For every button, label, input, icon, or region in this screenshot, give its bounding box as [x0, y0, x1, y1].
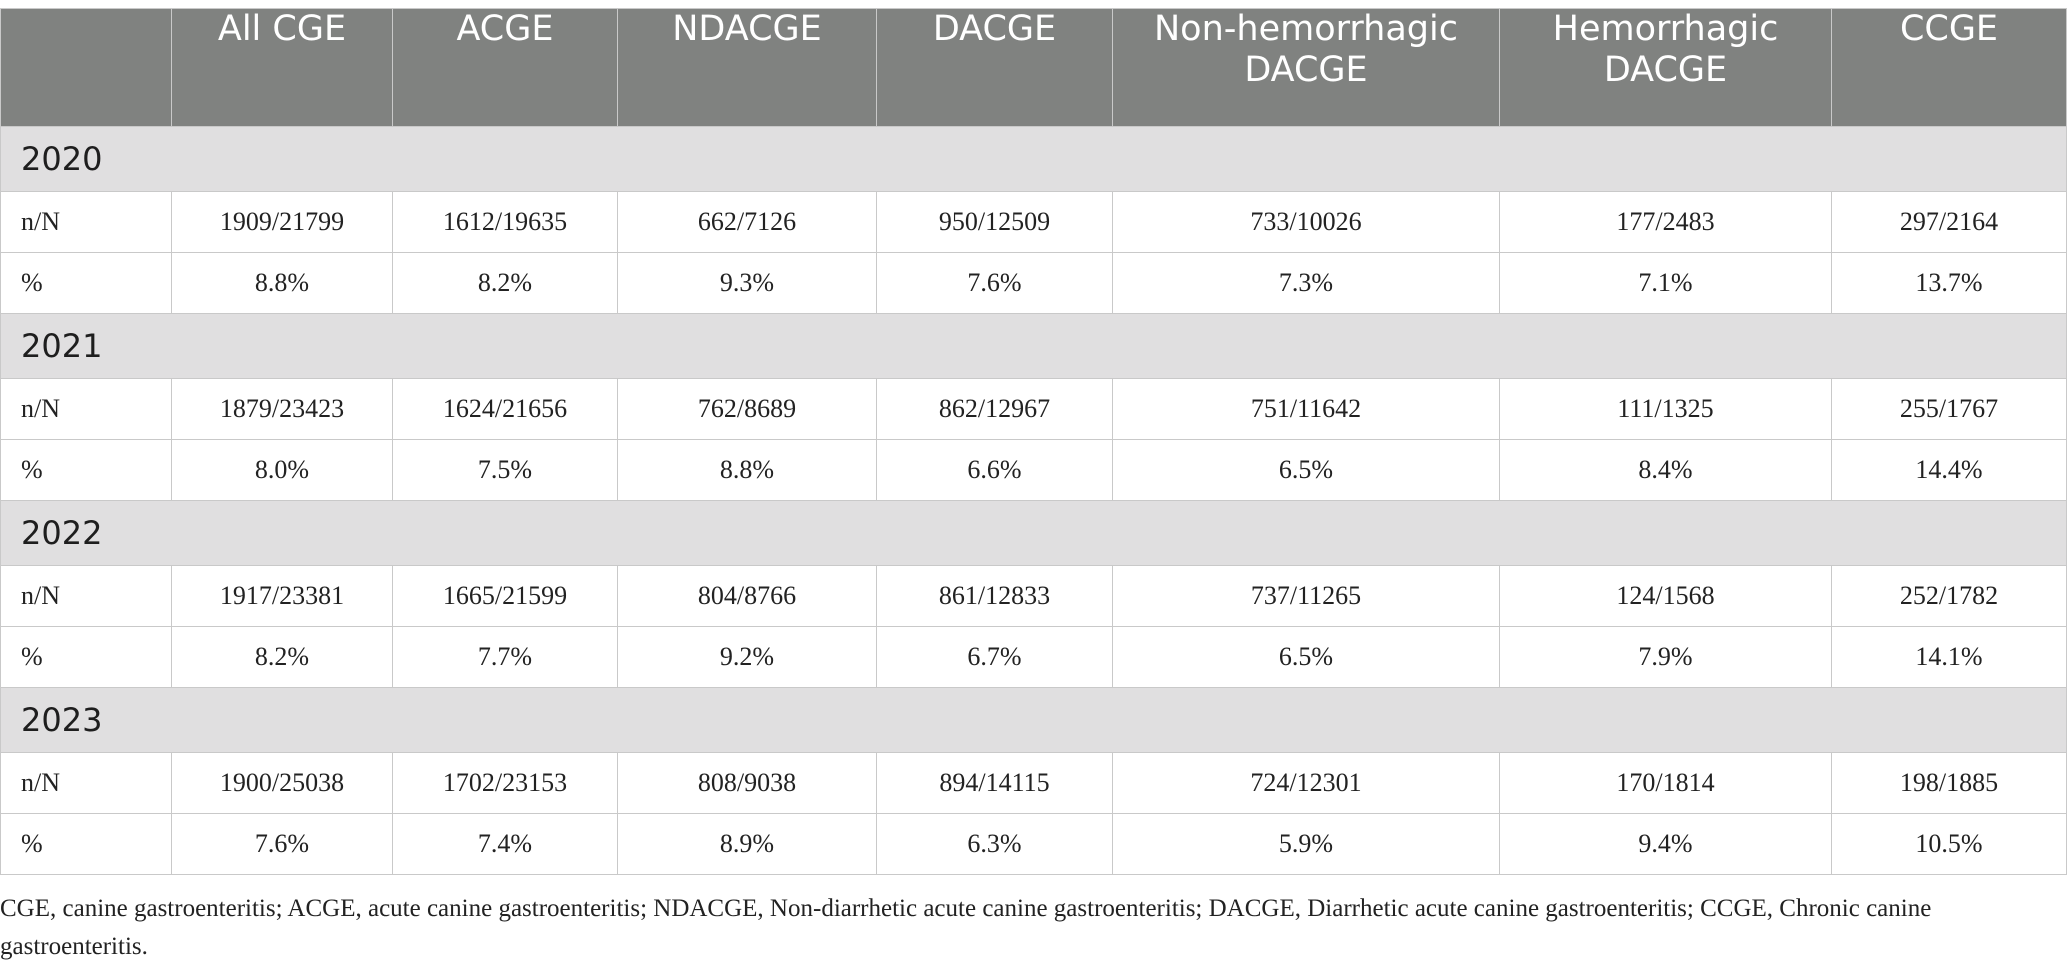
table-cell: 13.7%: [1832, 253, 2067, 314]
table-cell: 894/14115: [877, 753, 1113, 814]
column-header-all-cge: All CGE: [172, 9, 393, 127]
table-cell: 804/8766: [618, 566, 877, 627]
table-row: [1, 814, 2067, 875]
header-line: Hemorrhagic: [1552, 9, 1779, 49]
table-body: [1, 127, 2067, 875]
year-group-row: [1, 127, 2067, 192]
header-row: [1, 9, 2067, 127]
row-label: %: [1, 627, 172, 688]
table-cell: 6.6%: [877, 440, 1113, 501]
table-cell: 6.7%: [877, 627, 1113, 688]
prevalence-table: [0, 8, 2067, 875]
table-cell: 7.7%: [393, 627, 618, 688]
row-label: %: [1, 814, 172, 875]
table-cell: 8.8%: [618, 440, 877, 501]
table-cell: 297/2164: [1832, 192, 2067, 253]
table-cell: 1612/19635: [393, 192, 618, 253]
table-footnote: CGE, canine gastroenteritis; ACGE, acute canine gastroenteritis; NDACGE, Non-diarrhetic acute canine gastroenteritis; DACGE, Diarrhetic acute canine gastroenteritis; CCGE, Chronic canine gastroenteritis.: [0, 895, 1932, 960]
table-cell: 762/8689: [618, 379, 877, 440]
header-line: Non-hemorrhagic: [1154, 9, 1458, 49]
table-cell: 1900/25038: [172, 753, 393, 814]
column-header-hemorrhagic-dacge: [1500, 9, 1832, 127]
column-header-dacge: DACGE: [877, 9, 1113, 127]
table-row: [1, 566, 2067, 627]
table-cell: 662/7126: [618, 192, 877, 253]
table-cell: 1879/23423: [172, 379, 393, 440]
table-cell: 124/1568: [1500, 566, 1832, 627]
table-cell: 808/9038: [618, 753, 877, 814]
table-cell: 8.2%: [172, 627, 393, 688]
table-cell: 6.5%: [1113, 627, 1500, 688]
table-cell: 177/2483: [1500, 192, 1832, 253]
table-cell: 6.5%: [1113, 440, 1500, 501]
table-cell: 7.6%: [877, 253, 1113, 314]
table-cell: 5.9%: [1113, 814, 1500, 875]
year-group-row: [1, 501, 2067, 566]
table-cell: 751/11642: [1113, 379, 1500, 440]
table-cell: 724/12301: [1113, 753, 1500, 814]
header-line: DACGE: [1244, 50, 1368, 90]
table-cell: 1909/21799: [172, 192, 393, 253]
column-header-empty: [1, 9, 172, 127]
table-cell: 8.9%: [618, 814, 877, 875]
table-cell: 737/11265: [1113, 566, 1500, 627]
row-label: n/N: [1, 566, 172, 627]
table-cell: 10.5%: [1832, 814, 2067, 875]
table-cell: 14.1%: [1832, 627, 2067, 688]
table-cell: 8.2%: [393, 253, 618, 314]
year-group-row: [1, 688, 2067, 753]
table-cell: 862/12967: [877, 379, 1113, 440]
year-label: 2023: [1, 688, 2067, 753]
table-cell: 1917/23381: [172, 566, 393, 627]
year-label: 2022: [1, 501, 2067, 566]
table-cell: 7.3%: [1113, 253, 1500, 314]
table-cell: 7.4%: [393, 814, 618, 875]
table-cell: 111/1325: [1500, 379, 1832, 440]
row-label: %: [1, 440, 172, 501]
table-row: [1, 192, 2067, 253]
table-row: [1, 440, 2067, 501]
table-cell: 255/1767: [1832, 379, 2067, 440]
table-cell: 733/10026: [1113, 192, 1500, 253]
table-cell: 8.8%: [172, 253, 393, 314]
table-cell: 170/1814: [1500, 753, 1832, 814]
table-cell: 8.0%: [172, 440, 393, 501]
table-row: [1, 379, 2067, 440]
table-cell: 8.4%: [1500, 440, 1832, 501]
table-cell: 9.4%: [1500, 814, 1832, 875]
table-cell: 198/1885: [1832, 753, 2067, 814]
table-cell: 7.1%: [1500, 253, 1832, 314]
table-cell: 9.2%: [618, 627, 877, 688]
column-header-acge: ACGE: [393, 9, 618, 127]
row-label: n/N: [1, 379, 172, 440]
table-cell: 950/12509: [877, 192, 1113, 253]
table-cell: 7.6%: [172, 814, 393, 875]
table-cell: 861/12833: [877, 566, 1113, 627]
table-cell: 1665/21599: [393, 566, 618, 627]
year-group-row: [1, 314, 2067, 379]
row-label: %: [1, 253, 172, 314]
table-cell: 14.4%: [1832, 440, 2067, 501]
table-row: [1, 253, 2067, 314]
table-cell: 1702/23153: [393, 753, 618, 814]
column-header-non-hemorrhagic-dacge: [1113, 9, 1500, 127]
table-cell: 1624/21656: [393, 379, 618, 440]
table-row: [1, 627, 2067, 688]
table-cell: 7.5%: [393, 440, 618, 501]
table-row: [1, 753, 2067, 814]
table-cell: 7.9%: [1500, 627, 1832, 688]
table-cell: 6.3%: [877, 814, 1113, 875]
row-label: n/N: [1, 192, 172, 253]
row-label: n/N: [1, 753, 172, 814]
column-header-ccge: CCGE: [1832, 9, 2067, 127]
table-cell: 9.3%: [618, 253, 877, 314]
table-cell: 252/1782: [1832, 566, 2067, 627]
column-header-ndacge: NDACGE: [618, 9, 877, 127]
header-line: DACGE: [1603, 50, 1728, 90]
year-label: 2020: [1, 127, 2067, 192]
year-label: 2021: [1, 314, 2067, 379]
